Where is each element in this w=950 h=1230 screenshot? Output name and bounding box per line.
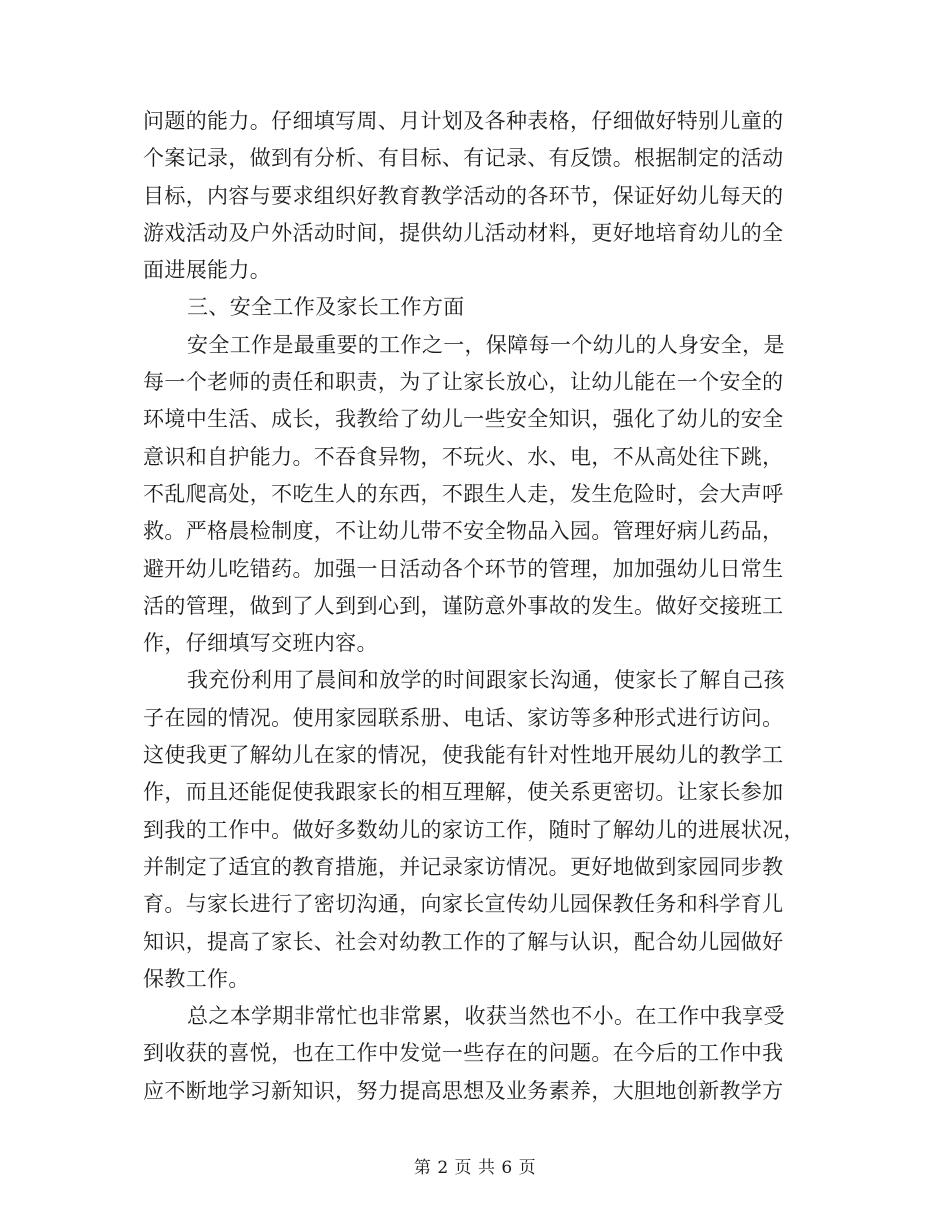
text-line: 每一个老师的责任和职责，为了让家长放心，让幼儿能在一个安全的 (143, 370, 784, 395)
section-heading-text: 三、安全工作及家长工作方面 (187, 295, 465, 320)
paragraph-continuation (143, 103, 803, 289)
text-line: 活的管理，做到了人到到心到，谨防意外事故的发生。做好交接班工 (143, 593, 784, 618)
text-line: 这使我更了解幼儿在家的情况，使我能有针对性地开展幼儿的教学工 (143, 743, 784, 768)
text-line: 保教工作。 (143, 966, 250, 991)
text-line: 作，而且还能促使我跟家长的相互理解，使关系更密切。让家长参加 (143, 780, 784, 805)
page-number-footer: 第 2 页 共 6 页 (413, 1158, 537, 1178)
text-line: 总之本学期非常忙也非常累，收获当然也不小。在工作中我享受 (187, 1004, 785, 1029)
paragraph-safety (143, 327, 803, 663)
text-line: 避开幼儿吃错药。加强一日活动各个环节的管理，加加强幼儿日常生 (143, 556, 784, 581)
document-body (143, 103, 803, 1110)
text-line: 应不断地学习新知识，努力提高思想及业务素养，大胆地创新教学方 (143, 1078, 784, 1103)
section-heading (143, 289, 803, 326)
text-line: 个案记录，做到有分析、有目标、有记录、有反馈。根据制定的活动 (143, 146, 784, 171)
text-line: 救。严格晨检制度，不让幼儿带不安全物品入园。管理好病儿药品， (143, 519, 784, 544)
text-line: 安全工作是最重要的工作之一，保障每一个幼儿的人身安全，是 (187, 332, 785, 357)
text-line: 育。与家长进行了密切沟通，向家长宣传幼儿园保教任务和科学育儿 (143, 892, 784, 917)
text-line: 不乱爬高处，不吃生人的东西，不跟生人走，发生危险时，会大声呼 (143, 481, 784, 506)
text-line: 知识，提高了家长、社会对幼教工作的了解与认识，配合幼儿园做好 (143, 929, 784, 954)
text-line: 到我的工作中。做好多数幼儿的家访工作，随时了解幼儿的进展状况， (143, 817, 805, 842)
text-line: 面进展能力。 (143, 258, 272, 283)
text-line: 问题的能力。仔细填写周、月计划及各种表格，仔细做好特别儿童的 (143, 109, 784, 133)
text-line: 游戏活动及户外活动时间，提供幼儿活动材料，更好地培育幼儿的全 (143, 220, 784, 245)
text-line: 作，仔细填写交班内容。 (143, 631, 378, 656)
text-line: 子在园的情况。使用家园联系册、电话、家访等多种形式进行访问。 (143, 705, 784, 730)
paragraph-summary (143, 998, 803, 1110)
text-line: 目标，内容与要求组织好教育教学活动的各环节，保证好幼儿每天的 (143, 183, 784, 208)
text-line: 到收获的喜悦，也在工作中发觉一些存在的问题。在今后的工作中我 (143, 1041, 784, 1066)
text-line: 我充份利用了晨间和放学的时间跟家长沟通，使家长了解自己孩 (187, 668, 785, 693)
paragraph-parents (143, 662, 803, 998)
text-line: 并制定了适宜的教育措施，并记录家访情况。更好地做到家园同步教 (143, 854, 784, 879)
text-line: 环境中生活、成长，我教给了幼儿一些安全知识，强化了幼儿的安全 (143, 407, 784, 432)
text-line: 意识和自护能力。不吞食异物，不玩火、水、电，不从高处往下跳， (143, 444, 784, 469)
